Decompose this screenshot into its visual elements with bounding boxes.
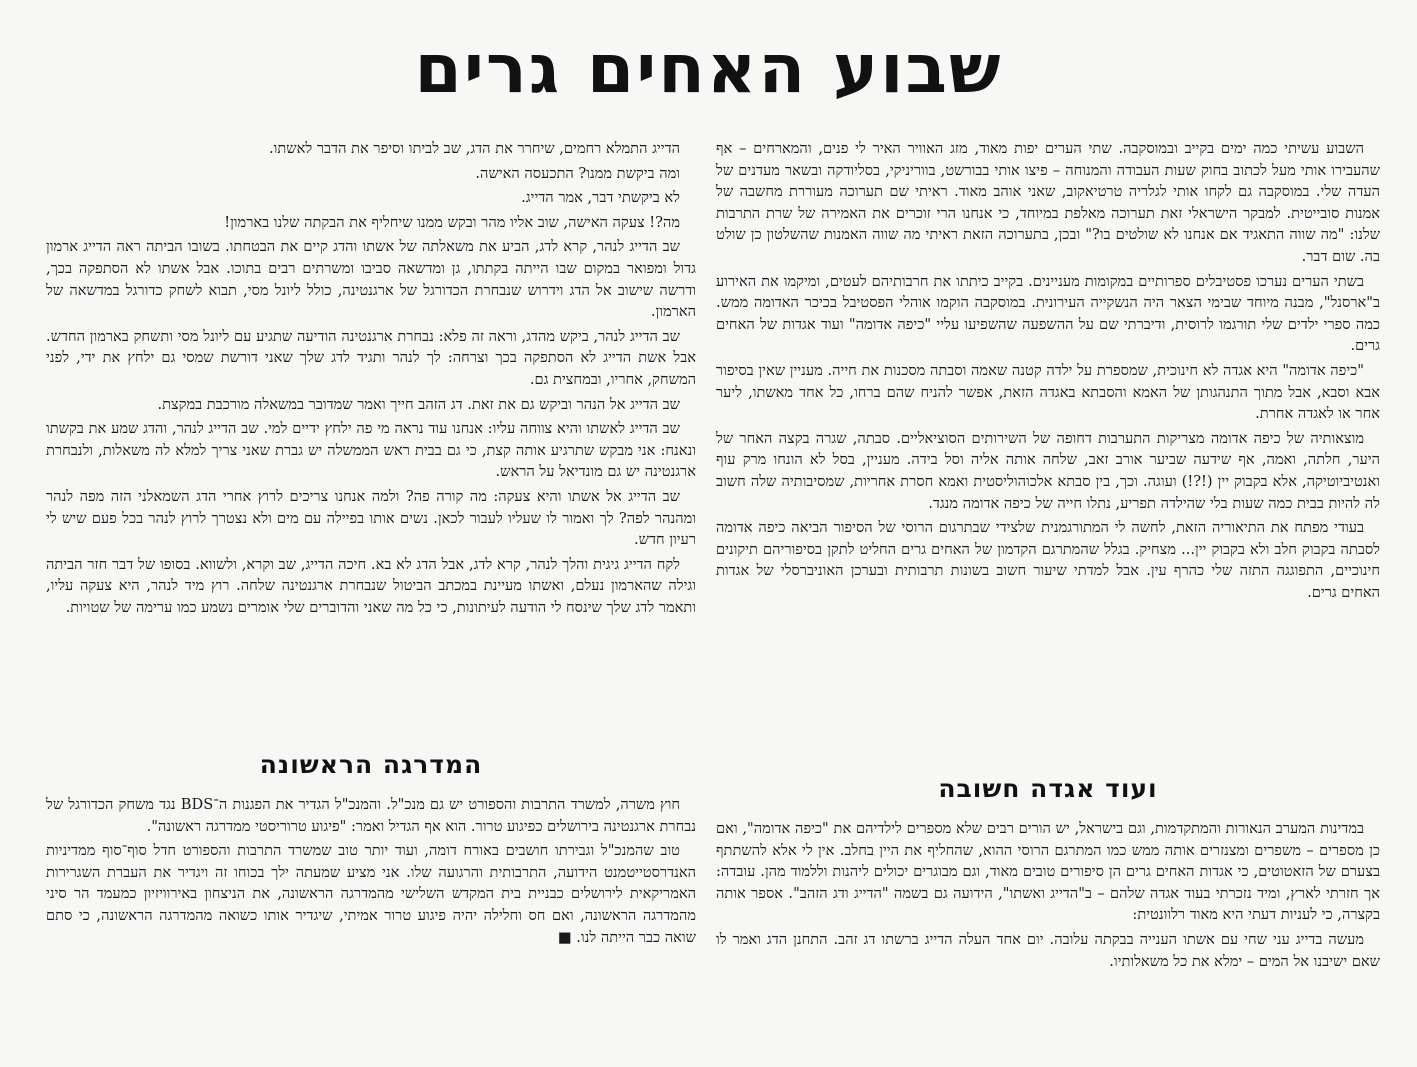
- paragraph: מעשה בדייג עני שחי עם אשתו הענייה בבקתה עלובה. יום אחד העלה הדייג ברשתו דג זהב. התחנן הדג ואמר לו שאם ישיבנו אל המים – ימלא את כל משאלותיו.: [716, 930, 1380, 970]
- paragraph: בעודי מפתח את התיאוריה הזאת, לחשה לי המתורגמנית שלצידי שבתרגום הרוסי של הסיפור הביאה כיפה אדומה לסבתה בקבוק חלב ולא בקבוק יין... מצחיק. בגלל שהמתרגם הקדמון של האחים גרים החליט לתקן בסיפוריהם תיקונים חינוכיים, התפוגגה התזה שלי כהרף עין. אבל למדתי שיעור חשוב בשונות תרבותית ובערכן האוניברסלי של אגדות האחים גרים.: [716, 519, 1380, 601]
- left-column: [46, 138, 696, 621]
- paragraph: הדייג התמלא רחמים, שיחרר את הדג, שב לביתו וסיפר את הדבר לאשתו.: [269, 140, 680, 157]
- section-subhead: המדרגה הראשונה: [259, 750, 483, 779]
- paragraph: במדינות המערב הנאורות והמתקדמות, וגם בישראל, יש הורים רבים שלא מספרים לילדיהם את "כיפה אדומה", ואם כן מספרים – משפרים ומצנזרים אותה ממש כמו המתרגם הרוסי ההוא, שהחליף את היין בחלב. אין לי אלא להשתתף בצערם של הזאטוטים, כי אגדות האחים גרים הן סיפורים טובים מאוד, וגם מבוגרים יכולים ליהנות וללמוד מהן. עובדה: אך חזרתי לארץ, ומיד נזכרתי בעוד אגדה שלהם – ב"הדייג ואשתו", הידועה גם בשמה "הדייג ודג הזהב". אספר אותה בקצרה, כי לעניות דעתי היא מאוד רלוונטית:: [716, 820, 1380, 924]
- paragraph: השבוע עשיתי כמה ימים בקייב ובמוסקבה. שתי הערים יפות מאוד, מזג האוויר האיר לי פנים, והמארחים – אף שהעבירו אותי מעל לכתוב בחוק שעות העבודה והמנוחה – פיצו אותי בבורשט, בווריניקי, בסליודקה ובשאר מעדנים של העדה שלי. במוסקבה גם לקחו אותי לגלריה טרטיאקוב, שאני אוהב מאוד. ראיתי שם תערוכה מעוררת מחשבה של אמנות סובייטית. למבקר הישראלי זאת תערוכה מאלפת במיוחד, כי אנחנו הרי זוכרים את האמירה של שרת התרבות שלנו: "מה שווה התאגיד אם אנחנו לא שולטים בו?" ובכן, בתערוכה הזאת ראיתי מה שווה האמנות שהשלטון כן שולט בה. שום דבר.: [716, 140, 1380, 265]
- left-bottom-section: [46, 748, 696, 951]
- paragraph: שב הדייג לנהר, קרא לדג, הביע את משאלתה של אשתו והדג קיים את הבטחתו. בשובו הביתה ראה הדייג ארמון גדול ומפואר במקום שבו הייתה בקתתו, גן ומדשאה סביבו ומשרתים רבים בתוכו. אבל אשתו לא הסתפקה בכך, ודרשה שישוב אל הדג וידרוש שנבחרת הכדורגל של ארגנטינה, כולל ליונל מסי, תבוא לשחק כדורגל במדשאה של הארמון.: [46, 238, 696, 321]
- paragraph: לא ביקשתי דבר, אמר הדייג.: [521, 189, 680, 207]
- paragraph: לקח הדייג גיגית והלך לנהר, קרא לדג, אבל הדג לא בא. חיכה הדייג, שב וקרא, ולשווא. בסופו של דבר חזר הביתה וגילה שהארמון נעלם, ואשתו מעיינת במכתב הביטול שנבחרת ארגנטינה שלחה. רוץ מיד לנהר, היא צעקה עליו, ותאמר לדג שלך שינסח לי הודעה לעיתונות, כי כל מה שאני והדוברים שלי אומרים נשמע כמו ערימה של שטויות.: [46, 555, 696, 616]
- right-column: [716, 138, 1380, 606]
- paragraph: שב הדייג אל הנהר וביקש גם את זאת. דג הזהב חייך ואמר שמדובר במשאלה מורכבת במקצת.: [157, 395, 680, 413]
- right-bottom-section: [716, 772, 1380, 975]
- paragraph: ומה ביקשת ממנו? התכעסה האישה.: [475, 164, 680, 182]
- paragraph: בשתי הערים נערכו פסטיבלים ספרותיים במקומות מעניינים. בקייב כיתתו את חרבותיהם לעטים, ומיקמו את האירוע ב"ארסנל", מבנה מיוחד שבימי הצאר היה הנשקייה העירונית. במוסקבה הוקמו אוהלי הפסטיבל בכיכר האדומה ממש. כמה ספרי ילדים שלי תורגמו לרוסית, ודיברתי שם על ההשפעה שהשפיעו עליי "כיפה אדומה" ועוד אגדות של האחים גרים.: [716, 272, 1380, 355]
- paragraph: חוץ משרה, למשרד התרבות והספורט יש גם מנכ"ל. והמנכ"ל הגדיר את הפגנות ה־BDS נגד משחק הכדורגל של נבחרת ארגנטינה בירושלים כפיגוע טרור. הוא אף הגדיל ואמר: "פיגוע טרוריסטי ממדרגה ראשונה".: [46, 796, 696, 835]
- paragraph: מה?! צעקה האישה, שוב אליו מהר ובקש ממנו שיחליף את הבקתה שלנו בארמון!: [224, 213, 680, 231]
- page-title: שבוע האחים גרים: [414, 30, 1003, 109]
- section-subhead: ועוד אגדה חשובה: [938, 774, 1158, 803]
- paragraph: מוצאותיה של כיפה אדומה מצריקות התערבות דחופה של השירותים הסוציאליים. סבתה, שגרה בקצה האחר של היער, חלתה, ואמה, אף שידעה שביער אורב זאב, שלחה אותה אליה וסל בידה. מעניין, בסל לא הונחו מרק עוף ואנטיביוטיקה, אלא בקבוק יין (!?!) ועוגה. וכך, בין סבתא אלכוהוליסטית ואמא חסרת אחריות, שמסיבותיה שלה חשוב לה להיות בבית כמה שעות בלי שהילדה תפריע, נתלו חייה של כיפה אדומה מנגד.: [716, 429, 1380, 512]
- paragraph: טוב שהמנכ"ל וגבירתו חושבים באורח דומה, ועוד יותר טוב שמשרד התרבות והספורט חדל סוף־סוף ממדיניות האנדרסטייטמנט הידועה, התרבותית והרגועה שלו. אני מציע שמעתה ילך בכוחו זה ויגדיר את העברת השגרירות האמריקאית לירושלים כבניית בית המקדש השלישי מהמדרגה הראשונה, את הניצחון באירוויזיון כמעמד הר סיני מהמדרגה הראשונה, ואם חס וחלילה יהיה פיגוע טרור אמיתי, שיגדיר אותו כשואה מהמדרגה הראשונה, כי סתם שואה כבר הייתה לנו. ■: [46, 842, 696, 946]
- paragraph: שב הדייג לאשתו והיא צווחה עליו: אנחנו עוד נראה מי פה ילחץ ידיים למי. שב הדייג לנהר, והדג שמע את בקשתו ונאנח: אני מבקש שתרגיע אותה קצת, כי גם בבית ראש הממשלה יש גברת שאני צריך למלא לה משאלות, ולנבחרת ארגנטינה יש גם מונדיאל על הראש.: [46, 420, 696, 481]
- paragraph: "כיפה אדומה" היא אגדה לא חינוכית, שמספרת על ילדה קטנה שאמה וסבתה מסכנות את חייה. מעניין שאין בסיפור אבא וסבא, אבל מתוך התנהגותן של האמא והסבתא באגדה הזאת, אפשר להניח שהם ברחו, כל אחד מאשתו, ליער אחר או לאגדה אחרת.: [716, 361, 1380, 423]
- paragraph: שב הדייג לנהר, ביקש מהדג, וראה זה פלא: נבחרת ארגנטינה הודיעה שתגיע עם ליונל מסי ותשחק בארמון החדש. אבל אשת הדייג לא הסתפקה בכך וצרחה: לך לנהר ותגיד לדג שלך שאני דורשת שמסי גם ילחץ את ידי, לפני המשחק, אחריו, ובמחצית גם.: [46, 327, 696, 388]
- paragraph: שב הדייג אל אשתו והיא צעקה: מה קורה פה? ולמה אנחנו צריכים לרוץ אחרי הדג השמאלני הזה מפה לנהר ומהנהר לפה? לך ואמור לו שעליו לעבור לכאן. נשים אותו בפיילה עם מים ולא נצטרך לרוץ לנהר בכל פעם שיש לי רעיון חדש.: [46, 487, 696, 549]
